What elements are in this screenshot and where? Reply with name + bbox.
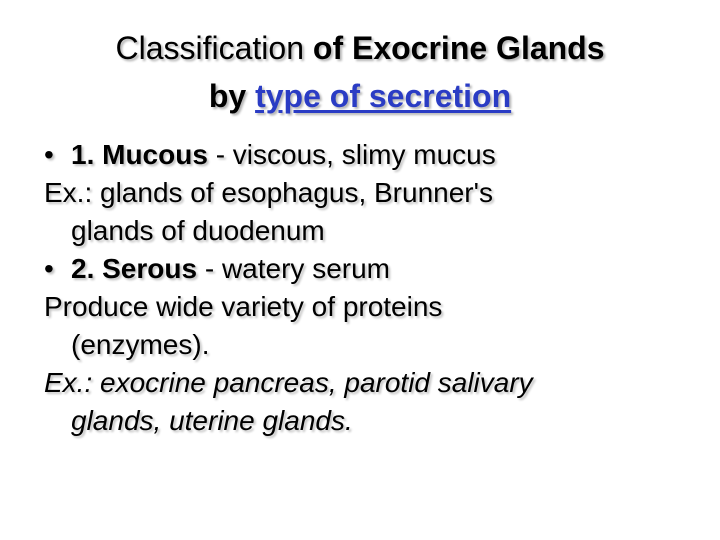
mucous-description: - viscous, slimy mucus bbox=[207, 139, 496, 170]
title-classification: Classification bbox=[115, 30, 304, 66]
serous-detail-line-2: (enzymes). bbox=[71, 329, 210, 360]
bullet-mucous bbox=[44, 136, 714, 174]
serous-example-line-2: glands, uterine glands. bbox=[71, 405, 353, 436]
slide-title bbox=[0, 24, 720, 120]
title-line-2 bbox=[0, 72, 720, 120]
mucous-heading: 1. Mucous bbox=[71, 139, 208, 170]
bullet-dot-icon: • bbox=[44, 139, 54, 170]
serous-detail-line-1: Produce wide variety of proteins bbox=[44, 291, 443, 322]
title-by: by bbox=[208, 78, 256, 114]
type-of-secretion-link[interactable]: type of secretion bbox=[255, 78, 512, 114]
serous-example-line-1: Ex.: exocrine pancreas, parotid salivary bbox=[44, 367, 533, 398]
mucous-example-line-1: Ex.: glands of esophagus, Brunner's bbox=[44, 177, 493, 208]
title-of-exocrine-glands: of Exocrine Glands bbox=[304, 30, 605, 66]
serous-heading: 2. Serous bbox=[71, 253, 198, 284]
bullet-serous bbox=[44, 250, 714, 288]
serous-description: - watery serum bbox=[197, 253, 390, 284]
mucous-example-line-2: glands of duodenum bbox=[71, 215, 325, 246]
title-line-1 bbox=[0, 24, 720, 72]
bullet-dot-icon: • bbox=[44, 253, 54, 284]
slide-body bbox=[44, 136, 714, 440]
